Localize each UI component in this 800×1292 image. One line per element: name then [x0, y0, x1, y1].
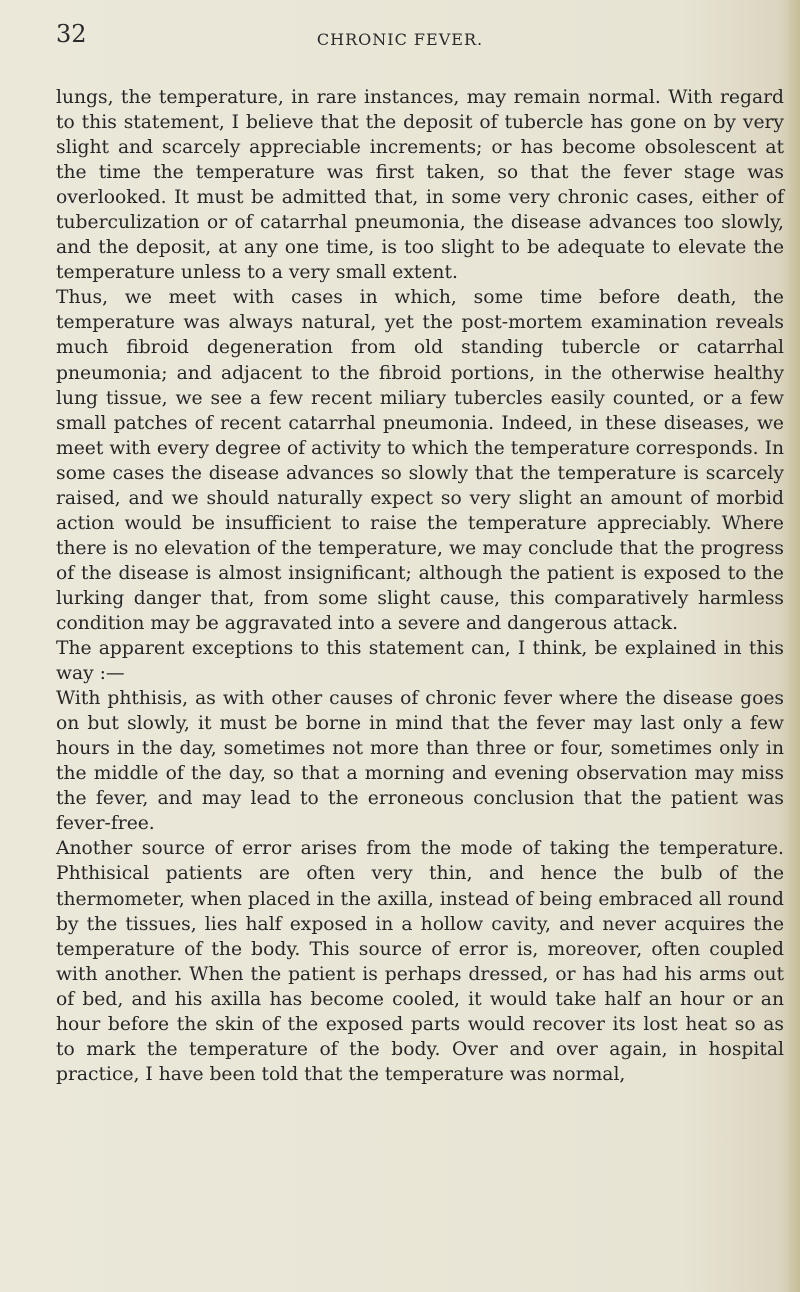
page-number: 32 — [56, 20, 87, 48]
paragraph-3: The apparent exceptions to this statement can, I think, be explained in this way :— — [56, 638, 784, 685]
page-edge-shadow — [786, 0, 800, 1292]
paragraph-4: With phthisis, as with other causes of chronic fever where the disease goes on but slowly, it must be borne in mind that the fever may last only a few hours in the day, sometimes not more than three or four, sometimes only in the middle of the day, so that a morning and evening observation may miss the fever, and may lead to the erroneous conclusion that the patient was fever-free. — [56, 688, 784, 835]
paragraph-2: Thus, we meet with cases in which, some time before death, the temperature was always natural, yet the post-mortem examination reveals much fibroid degeneration from old standing tubercle or catarrhal pneumonia; and adjacent to the fibroid portions, in the otherwise healthy lung tissue, we see a few recent miliary tubercles easily counted, or a few small patches of recent catarrhal pneumonia. Indeed, in these diseases, we meet with every degree of activity to which the temperature corresponds. In some cases the disease advances so slowly that the temperature is scarcely raised, and we should naturally expect so very slight an amount of morbid action would be insufficient to raise the temperature appreciably. Where there is no elevation of the temperature, we may conclude that the progress of the disease is almost insignificant; although the patient is exposed to the lurking danger that, from some slight cause, this comparatively harmless condition may be aggravated into a severe and dangerous attack. — [56, 287, 784, 634]
paragraph-1: lungs, the temperature, in rare instances, may remain normal. With regard to this statement, I believe that the deposit of tubercle has gone on by very slight and scarcely appreciable increments; or has become obsolescent at the time the temperature was first taken, so that the fever stage was overlooked. It must be admitted that, in some very chronic cases, either of tuberculization or of catarrhal pneumonia, the disease advances too slowly, and the deposit, at any one time, is too slight to be adequate to elevate the temperature unless to a very small extent. — [56, 87, 784, 284]
paragraph-5: Another source of error arises from the mode of taking the temperature. Phthisical patients are often very thin, and hence the bulb of the thermometer, when placed in the axilla, instead of being embraced all round by the tissues, lies half exposed in a hollow cavity, and never acquires the temperature of the body. This source of error is, moreover, often coupled with another. When the patient is perhaps dressed, or has had his arms out of bed, and his axilla has become cooled, it would take half an hour or an hour before the skin of the exposed parts would recover its lost heat so as to mark the temperature of the body. Over and over again, in hospital practice, I have been told that the temperature was normal, — [56, 838, 784, 1085]
running-head: CHRONIC FEVER. — [316, 30, 484, 49]
body-text — [56, 85, 784, 1087]
